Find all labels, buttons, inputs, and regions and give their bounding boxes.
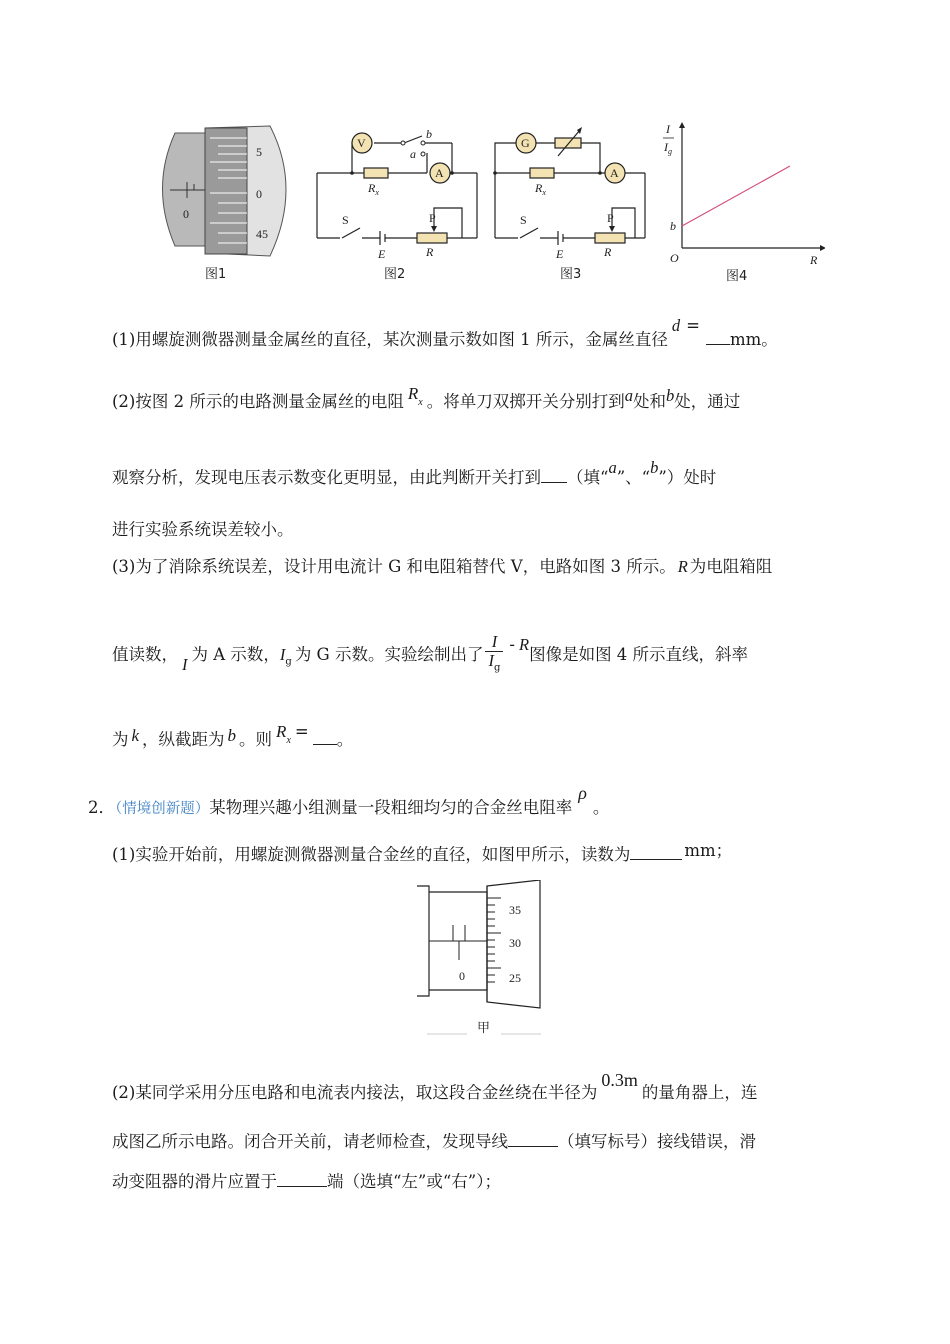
fig4-y-numerator: I — [666, 122, 670, 136]
q2-slider-blank[interactable] — [277, 1170, 327, 1187]
fig2-switch-a: a — [410, 147, 416, 161]
fig3-s-label: S — [520, 213, 527, 227]
fig4-origin: O — [670, 251, 679, 265]
fig3-e-label: E — [556, 247, 564, 261]
fraction-i-over-ig: $\frac{I}{I_g}$ — [485, 633, 503, 677]
fig2-switch-b: b — [426, 127, 432, 141]
figure-jia-micrometer — [405, 880, 545, 1040]
figure-1-micrometer — [150, 118, 300, 288]
figure-row — [150, 118, 830, 293]
fig2-p-label: P — [429, 211, 436, 225]
q2-stem: 2．（情境创新题）某物理兴趣小组测量一段粗细均匀的合金丝电阻率ρ。 — [88, 783, 610, 817]
q2-part1: (1)实验开始前，用螺旋测微器测量合金丝的直径，如图甲所示，读数为 mm； — [112, 841, 733, 864]
fig2-e-label: E — [378, 247, 386, 261]
figure-3-circuit — [490, 118, 660, 288]
fig3-r-label: R — [604, 245, 612, 259]
fig2-caption: 图2 — [384, 267, 406, 282]
fig2-r-label: R — [426, 245, 434, 259]
q1-part1: (1)用螺旋测微器测量金属丝的直径，某次测量示数如图 1 所示，金属丝直径d =mm。 — [112, 316, 778, 349]
fig2-s-label: S — [342, 213, 349, 227]
jia-scale-35: 35 — [509, 903, 521, 917]
q2-part2-line1: (2)某同学采用分压电路和电流表内接法，取这段合金丝绕在半径为0.3m的量角器上，连 — [112, 1070, 758, 1102]
q1-part3-line3: 为 k ，纵截距为 b 。则 $R_x$ = 。 — [112, 722, 354, 749]
fig2-ammeter-label: A — [435, 166, 444, 180]
jia-scale-25: 25 — [509, 971, 521, 985]
jia-scale-30: 30 — [509, 936, 521, 950]
fig4-x-label: R — [810, 253, 818, 267]
fig4-y-denominator: $I_g$ — [664, 140, 672, 156]
fig1-caption: 图1 — [205, 267, 227, 282]
fig1-scale-0: 0 — [256, 187, 262, 201]
fig3-p-label: P — [607, 211, 614, 225]
q2-part2-line3: 动变阻器的滑片应置于 端（选填“左”或“右”）； — [112, 1172, 501, 1191]
q2-part2-line2: 成图乙所示电路。闭合开关前，请老师检查，发现导线 （填写标号）接线错误，滑 — [112, 1132, 756, 1151]
q2-wire-blank[interactable] — [508, 1130, 558, 1147]
fig2-rx-label: $R_x$ — [368, 181, 379, 197]
fig4-caption: 图4 — [726, 269, 748, 284]
q2-reading-blank[interactable] — [630, 843, 682, 860]
q1-part3-line1: (3)为了消除系统误差，设计用电流计 G 和电阻箱替代 V，电路如图 3 所示。 R 为电阻箱阻 — [112, 557, 773, 576]
q1-diameter-blank[interactable] — [706, 328, 730, 345]
q1-part2-line2: 观察分析，发现电压表示数变化更明显，由此判断开关打到 （填“a”、“b”）处时 — [112, 458, 717, 487]
fig4-intercept-b: b — [670, 219, 676, 233]
q1-part2-line1: (2)按图 2 所示的电路测量金属丝的电阻 $R_x$ 。将单刀双掷开关分别打到a处和b处，通过 — [112, 384, 741, 411]
jia-caption: 甲 — [477, 1021, 491, 1036]
fig1-scale-5: 5 — [256, 145, 262, 159]
q2-tag: （情境创新题） — [115, 801, 210, 817]
q1-switch-blank[interactable] — [541, 466, 567, 483]
fig3-rx-label: $R_x$ — [535, 181, 546, 197]
fig3-ammeter-label: A — [610, 166, 619, 180]
jia-sleeve-zero: 0 — [459, 969, 465, 983]
figure-4-graph — [660, 118, 825, 288]
q1-part2-line3: 进行实验系统误差较小。 — [112, 520, 294, 539]
q2-radius: 0.3m — [601, 1070, 638, 1090]
fig3-galvanometer-label: G — [521, 136, 530, 150]
fig1-sleeve-zero: 0 — [183, 207, 189, 221]
fig3-caption: 图3 — [560, 267, 582, 282]
fig2-voltmeter-label: V — [357, 136, 366, 150]
figure-2-circuit — [312, 118, 482, 288]
fig1-scale-45: 45 — [256, 227, 268, 241]
q1-rx-blank[interactable] — [313, 728, 337, 745]
q1-part3-line2: 值读数，I为 A 示数，$I_g$ 为 G 示数。实验绘制出了 $\frac{I}{I_g}$ - R图像是如图 4 所示直线，斜率 — [112, 630, 748, 687]
